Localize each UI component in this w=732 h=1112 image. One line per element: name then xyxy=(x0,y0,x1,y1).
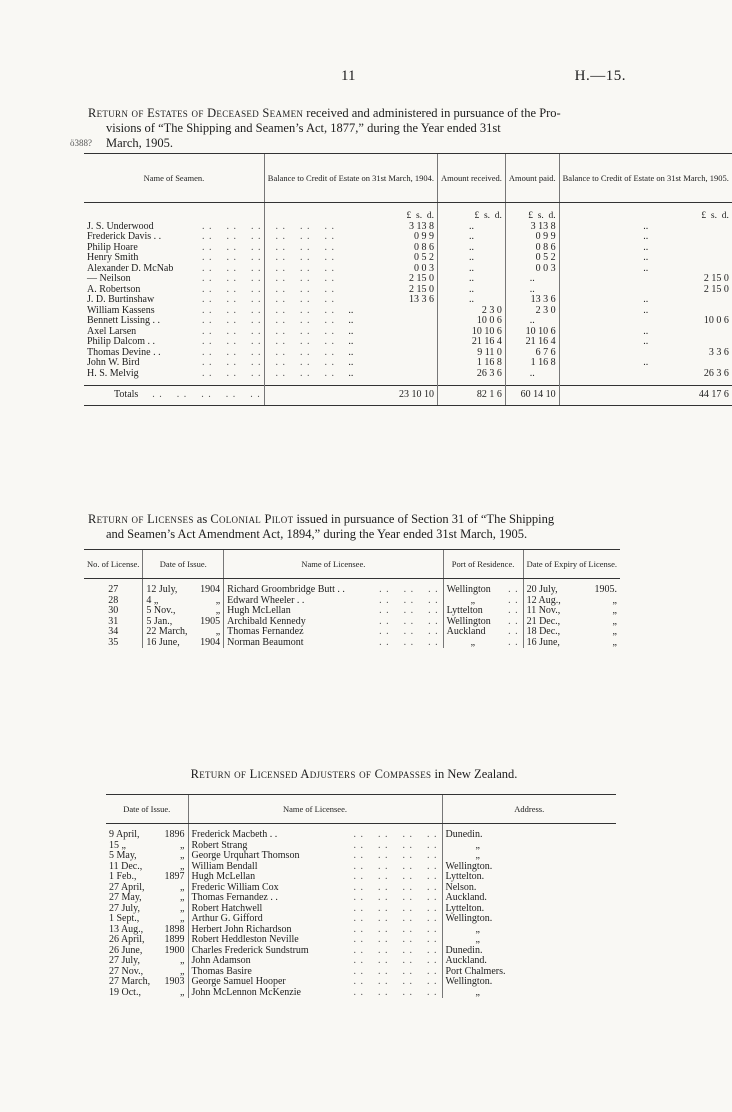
pilots-header-row xyxy=(84,550,620,579)
table-row xyxy=(84,222,732,233)
balance-1905: .. xyxy=(559,295,732,306)
adjusters-body xyxy=(106,824,616,999)
licensee-name: Hugh McLellan . . . . . . . . xyxy=(188,872,442,883)
port-of-residence: „ . . xyxy=(443,638,523,649)
totals-balance-1905: 44 17 6 xyxy=(559,386,732,406)
table-row xyxy=(84,253,732,264)
balance-1905: .. xyxy=(559,264,732,275)
table-row xyxy=(106,893,616,904)
balance-1905: 3 3 6 xyxy=(559,348,732,359)
address: „ xyxy=(442,935,616,946)
amount-received: 26 3 6 xyxy=(437,369,505,380)
date-of-issue: 11 Dec., „ xyxy=(109,860,185,872)
table-row xyxy=(84,306,732,317)
amount-received: .. xyxy=(437,285,505,296)
address: Port Chalmers. xyxy=(442,967,616,978)
licensee-name: George Samuel Hooper . . . . . . . . xyxy=(188,977,442,988)
table-row xyxy=(106,872,616,883)
seaman-name: — Neilson . . . . . . . . . . . . xyxy=(87,273,335,284)
seaman-name: J. S. Underwood . . . . . . . . . . . . xyxy=(87,220,335,232)
col-amount-paid: Amount paid. xyxy=(505,154,559,203)
currency-heading: £ s. d. xyxy=(505,209,559,222)
balance-1905: .. xyxy=(559,243,732,254)
date-of-issue: 27 July, „ xyxy=(109,955,185,966)
amount-paid: 1 16 8 xyxy=(505,358,559,369)
table-row xyxy=(106,851,616,862)
amount-received: .. xyxy=(437,243,505,254)
totals-received: 82 1 6 xyxy=(437,386,505,406)
amount-received: .. xyxy=(437,253,505,264)
license-no: 27 xyxy=(108,584,119,595)
seaman-name: Henry Smith . . . . . . . . . . . . xyxy=(87,252,335,263)
col-balance-1905: Balance to Credit of Estate on 31st March, 1905. xyxy=(559,154,732,203)
amount-received: .. xyxy=(437,232,505,243)
address: Wellington. xyxy=(442,862,616,873)
currency-heading: £ s. d. xyxy=(559,209,732,222)
estates-table xyxy=(84,153,732,406)
balance-1904: .. xyxy=(264,348,437,359)
estates-body xyxy=(84,203,732,380)
licensee-name: Thomas Fernandez . . . . . . . . . . xyxy=(188,893,442,904)
adjusters-title xyxy=(88,767,620,782)
col-license-no: No. of License. xyxy=(84,550,143,579)
table-row xyxy=(84,264,732,275)
licensee-name: Herbert John Richardson . . . . . . . . xyxy=(188,925,442,936)
date-of-issue: 5 Nov., „ xyxy=(143,606,224,617)
port-of-residence: Lyttelton . . xyxy=(443,606,523,617)
table-row xyxy=(84,274,732,285)
amount-paid: 3 13 8 xyxy=(505,222,559,233)
col-name-of-seamen: Name of Seamen. xyxy=(84,154,264,203)
amount-paid: 0 0 3 xyxy=(505,264,559,275)
amount-received: 10 10 6 xyxy=(437,327,505,338)
amount-paid: 0 8 6 xyxy=(505,243,559,254)
table-row xyxy=(84,232,732,243)
date-of-issue: 26 April, 1899 xyxy=(109,934,185,945)
date-of-expiry: 20 July, 1905. xyxy=(523,585,620,596)
date-of-issue: 5 Jan., 1905 xyxy=(143,617,224,628)
table-row xyxy=(106,830,616,841)
seaman-name: Frederick Davis . . . . . . . . . . . . . . xyxy=(87,231,335,242)
balance-1904: .. xyxy=(264,306,437,317)
balance-1904: 0 9 9 xyxy=(264,232,437,243)
balance-1905: .. xyxy=(559,253,732,264)
address: „ xyxy=(442,841,616,852)
balance-1904: .. xyxy=(264,358,437,369)
date-of-issue: 22 March, „ xyxy=(143,627,224,638)
licensee-name: Charles Frederick Sundstrum . . . . . . . . xyxy=(188,946,442,957)
address: Dunedin. xyxy=(442,946,616,957)
table-row xyxy=(106,988,616,999)
balance-1905: 26 3 6 xyxy=(559,369,732,380)
address: Auckland. xyxy=(442,893,616,904)
balance-1904: 2 15 0 xyxy=(264,285,437,296)
date-of-issue: 12 July, 1904 xyxy=(143,585,224,596)
estates-title-lead: Return of Estates of Deceased Seamen xyxy=(88,106,304,120)
licensee-name: Robert Hatchwell . . . . . . . . xyxy=(188,904,442,915)
col-adj-date-of-issue: Date of Issue. xyxy=(106,795,188,824)
date-of-issue: 27 Nov., „ xyxy=(109,965,185,977)
table-row xyxy=(84,327,732,338)
license-no: 28 xyxy=(108,594,119,606)
amount-received: 9 11 0 xyxy=(437,348,505,359)
table-row xyxy=(106,914,616,925)
date-of-issue: 26 June, 1900 xyxy=(109,944,185,956)
col-port-of-residence: Port of Residence. xyxy=(443,550,523,579)
estates-title-line2: visions of “The Shipping and Seamen’s Act, 1877,” during the Year ended 31st xyxy=(106,121,501,135)
col-date-of-expiry: Date of Expiry of License. xyxy=(523,550,620,579)
address: Lyttelton. xyxy=(442,872,616,883)
amount-received: 10 0 6 xyxy=(437,316,505,327)
estates-totals-row xyxy=(84,386,732,406)
licensee-name: Robert Heddleston Neville . . . . . . . . xyxy=(188,935,442,946)
seaman-name: William Kassens . . . . . . . . . . . . xyxy=(87,304,335,316)
date-of-issue: 5 May, „ xyxy=(109,850,185,861)
balance-1904: 0 0 3 xyxy=(264,264,437,275)
table-row xyxy=(84,358,732,369)
seaman-name: A. Robertson . . . . . . . . . . . . xyxy=(87,283,335,295)
port-of-residence: „ . . xyxy=(443,596,523,607)
date-of-issue: 27 July, „ xyxy=(109,902,185,914)
pilots-table xyxy=(84,549,620,648)
currency-heading: £ s. d. xyxy=(264,209,437,222)
licensee-name: John McLennon McKenzie . . . . . . . . xyxy=(188,988,442,999)
amount-paid: 2 3 0 xyxy=(505,306,559,317)
balance-1905: .. xyxy=(559,358,732,369)
amount-paid: 0 9 9 xyxy=(505,232,559,243)
table-row xyxy=(84,348,732,359)
table-row xyxy=(106,956,616,967)
date-of-expiry: 12 Aug., „ xyxy=(523,596,620,607)
table-row xyxy=(84,316,732,327)
balance-1905: 2 15 0 xyxy=(559,274,732,285)
license-no: 30 xyxy=(108,605,119,616)
balance-1904: .. xyxy=(264,369,437,380)
amount-received: .. xyxy=(437,295,505,306)
estates-title xyxy=(70,106,620,151)
licensee-name: John Adamson . . . . . . . . xyxy=(188,956,442,967)
table-row xyxy=(106,977,616,988)
totals-label: Totals . . . . . . . . . . xyxy=(84,386,264,406)
date-of-expiry: 11 Nov., „ xyxy=(523,606,620,617)
col-date-of-issue: Date of Issue. xyxy=(143,550,224,579)
totals-paid: 60 14 10 xyxy=(505,386,559,406)
balance-1904: 0 5 2 xyxy=(264,253,437,264)
port-of-residence: Wellington . . xyxy=(443,585,523,596)
adjusters-title-lead: Return of Licensed Adjusters of Compasses xyxy=(190,767,432,781)
seaman-name: Philip Hoare . . . . . . . . . . . . xyxy=(87,241,335,253)
balance-1904: 0 8 6 xyxy=(264,243,437,254)
seaman-name: Thomas Devine . . . . . . . . . . . . . . xyxy=(87,346,335,358)
amount-received: 21 16 4 xyxy=(437,337,505,348)
adjusters-header-row xyxy=(106,795,616,824)
licensee-name: Frederic William Cox . . . . . . . . xyxy=(188,883,442,894)
address: Wellington. xyxy=(442,914,616,925)
pilots-title-mid: as xyxy=(193,512,211,526)
totals-balance-1904: 23 10 10 xyxy=(264,386,437,406)
date-of-issue: 1 Sept., „ xyxy=(109,913,185,924)
seaman-name: Bennett Lissing . . . . . . . . . . . . . . xyxy=(87,315,335,326)
licensee-name: George Urquhart Thomson . . . . . . . . xyxy=(188,851,442,862)
amount-received: .. xyxy=(437,274,505,285)
balance-1905: .. xyxy=(559,222,732,233)
date-of-issue: 4 „ „ xyxy=(143,596,224,607)
estates-header-row xyxy=(84,154,732,203)
address: Auckland. xyxy=(442,956,616,967)
address: „ xyxy=(442,988,616,999)
port-of-residence: Wellington . . xyxy=(443,617,523,628)
date-of-expiry: 16 June, „ xyxy=(523,638,620,649)
seaman-name: H. S. Melvig . . . . . . . . . . . . xyxy=(87,367,335,379)
amount-paid: 10 10 6 xyxy=(505,327,559,338)
estates-title-line1 xyxy=(88,106,620,121)
licensee-name: Richard Groombridge Butt . . . . . . . . xyxy=(224,585,443,596)
col-name-of-licensee: Name of Licensee. xyxy=(224,550,443,579)
page-code: H.—15. xyxy=(574,68,626,84)
date-of-issue: 13 Aug., 1898 xyxy=(109,923,185,935)
balance-1905: .. xyxy=(559,337,732,348)
date-of-issue: 27 May, „ xyxy=(109,892,185,903)
table-row xyxy=(84,285,732,296)
seaman-name: Philip Dalcom . . . . . . . . . . . . . . xyxy=(87,336,335,347)
date-of-issue: 27 March, 1903 xyxy=(109,976,185,987)
col-adj-name-of-licensee: Name of Licensee. xyxy=(188,795,442,824)
address: „ xyxy=(442,851,616,862)
balance-1904: .. xyxy=(264,337,437,348)
licensee-name: Robert Strang . . . . . . . . xyxy=(188,841,442,852)
estates-title-stray: ö388? xyxy=(70,138,92,148)
date-of-issue: 9 April, 1896 xyxy=(109,829,185,840)
date-of-issue: 19 Oct., „ xyxy=(109,986,185,998)
seaman-name: John W. Bird . . . . . . . . . . . . xyxy=(87,357,335,368)
amount-paid: 6 7 6 xyxy=(505,348,559,359)
address: Wellington. xyxy=(442,977,616,988)
amount-paid: 0 5 2 xyxy=(505,253,559,264)
pilots-title xyxy=(88,512,620,542)
balance-1904: 13 3 6 xyxy=(264,295,437,306)
pilots-title-rest: issued in pursuance of Section 31 of “The Shipping xyxy=(293,512,555,526)
balance-1904: 3 13 8 xyxy=(264,222,437,233)
amount-received: .. xyxy=(437,264,505,275)
col-amount-received: Amount received. xyxy=(437,154,505,203)
port-of-residence: Auckland . . xyxy=(443,627,523,638)
licensee-name: Edward Wheeler . . . . . . . . xyxy=(224,596,443,607)
date-of-expiry: 18 Dec., „ xyxy=(523,627,620,638)
currency-row xyxy=(84,209,732,222)
amount-paid: 13 3 6 xyxy=(505,295,559,306)
col-adj-address: Address. xyxy=(442,795,616,824)
adjusters-table xyxy=(106,794,616,998)
seaman-name: J. D. Burtinshaw . . . . . . . . . . . . xyxy=(87,294,335,305)
amount-received: 2 3 0 xyxy=(437,306,505,317)
seaman-name: Alexander D. McNab . . . . . . . . . . . . xyxy=(87,262,335,274)
license-no: 34 xyxy=(108,626,119,637)
table-row xyxy=(84,295,732,306)
date-of-issue: 1 Feb., 1897 xyxy=(109,871,185,882)
date-of-issue: 15 „ „ xyxy=(109,839,185,851)
date-of-issue: 16 June, 1904 xyxy=(143,638,224,649)
table-row xyxy=(84,337,732,348)
currency-heading: £ s. d. xyxy=(437,209,505,222)
licensee-name: Archibald Kennedy . . . . . . xyxy=(224,617,443,628)
balance-1904: .. xyxy=(264,316,437,327)
balance-1905: .. xyxy=(559,306,732,317)
address: Dunedin. xyxy=(442,830,616,841)
table-row xyxy=(84,638,620,649)
balance-1905: 2 15 0 xyxy=(559,285,732,296)
pilots-title-line1 xyxy=(88,512,620,527)
adjusters-title-rest: in New Zealand. xyxy=(431,767,518,781)
balance-1904: .. xyxy=(264,327,437,338)
license-no: 35 xyxy=(108,636,119,648)
amount-received: 1 16 8 xyxy=(437,358,505,369)
amount-paid: 21 16 4 xyxy=(505,337,559,348)
date-of-issue: 27 April, „ xyxy=(109,881,185,893)
balance-1905: .. xyxy=(559,232,732,243)
amount-paid: .. xyxy=(505,285,559,296)
pilots-title-line2: and Seamen’s Act Amendment Act, 1894,” during the Year ended 31st March, 1905. xyxy=(106,527,528,541)
estates-title-line3 xyxy=(70,136,620,151)
amount-paid: .. xyxy=(505,369,559,380)
address: „ xyxy=(442,925,616,936)
license-no: 31 xyxy=(108,615,119,627)
licensee-name: Thomas Fernandez . . . . . . xyxy=(224,627,443,638)
licensee-name: Norman Beaumont . . . . . . xyxy=(224,638,443,649)
pilots-body xyxy=(84,579,620,649)
seaman-name: Axel Larsen . . . . . . . . . . . . xyxy=(87,325,335,337)
amount-paid: .. xyxy=(505,274,559,285)
page-header xyxy=(0,68,700,88)
amount-paid: .. xyxy=(505,316,559,327)
balance-1905: .. xyxy=(559,327,732,338)
licensee-name: Arthur G. Gifford . . . . . . . . xyxy=(188,914,442,925)
pilots-title-sc: Colonial Pilot xyxy=(210,512,294,526)
licensee-name: William Bendall . . . . . . . . xyxy=(188,862,442,873)
licensee-name: Frederick Macbeth . . . . . . . . . . xyxy=(188,830,442,841)
amount-received: .. xyxy=(437,222,505,233)
estates-title-line3-text: March, 1905. xyxy=(106,136,173,150)
address: Lyttelton. xyxy=(442,904,616,915)
table-row xyxy=(106,935,616,946)
balance-1905: 10 0 6 xyxy=(559,316,732,327)
licensee-name: Hugh McLellan . . . . . . xyxy=(224,606,443,617)
table-row xyxy=(84,243,732,254)
table-row xyxy=(84,369,732,380)
pilots-title-lead: Return of Licenses xyxy=(88,512,194,526)
licensee-name: Thomas Basire . . . . . . . . xyxy=(188,967,442,978)
date-of-expiry: 21 Dec., „ xyxy=(523,617,620,628)
page-number: 11 xyxy=(341,68,356,84)
balance-1904: 2 15 0 xyxy=(264,274,437,285)
address: Nelson. xyxy=(442,883,616,894)
col-balance-1904: Balance to Credit of Estate on 31st March, 1904. xyxy=(264,154,437,203)
estates-title-rest: received and administered in pursuance of the Pro- xyxy=(303,106,561,120)
